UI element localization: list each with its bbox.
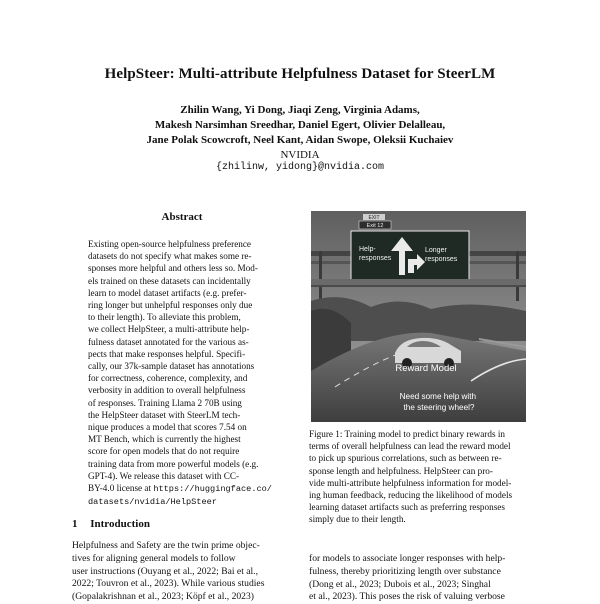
exit-tab-text: EXIT: [368, 215, 380, 221]
abstract-line: ring longer but unhelpful responses only due: [88, 300, 253, 311]
intro-line: Helpfulness and Safety are the twin prime objec-: [72, 540, 260, 551]
exit-number-text: Exit 12: [366, 223, 384, 229]
abstract-line: GPT-4). We release this dataset with CC-: [88, 470, 240, 481]
author-line: Makesh Narsimhan Sreedhar, Daniel Egert, Olivier Delalleau,: [154, 119, 446, 131]
intro-line: (Gopalakrishnan et al., 2023; Köpf et al., 2023): [72, 591, 254, 603]
figure-caption: [309, 428, 531, 526]
abstract-line: sponses more helpful and others less so. Mod-: [88, 263, 258, 274]
abstract-line: pects that make responses helpful. Specifi-: [88, 348, 246, 359]
paper-title: HelpSteer: Multi-attribute Helpfulness Dataset for SteerLM: [104, 66, 496, 82]
dataset-link[interactable]: datasets/nvidia/HelpSteer: [88, 497, 217, 508]
abstract-line: nique produces a model that scores 7.54 on: [88, 422, 247, 433]
affiliation: NVIDIA: [280, 149, 320, 161]
abstract-line: to their length). To alleviate this problem,: [88, 312, 241, 323]
right-arrow-label: Longer responses: [425, 247, 458, 263]
abstract-body: [88, 238, 276, 508]
abstract-line: score for open models that do not require: [88, 446, 240, 457]
author-email[interactable]: {zhilinw, yidong}@nvidia.com: [215, 162, 385, 173]
abstract-line: fulness dataset annotated for the various as-: [88, 336, 249, 347]
caption-line: to pick up spurious correlations, such as between re-: [309, 453, 502, 464]
speech-bubble-text: Need some help with the steering wheel?: [399, 392, 477, 412]
abstract-heading: Abstract: [161, 211, 203, 223]
abstract-line: MT Bench, which is currently the highest: [88, 434, 241, 445]
intro-line: for models to associate longer responses with help-: [309, 553, 506, 564]
author-list: [0, 103, 600, 148]
intro-line: tives for aligning general models to follow: [72, 552, 236, 564]
caption-line: learning dataset artifacts such as preferring responses: [309, 502, 505, 513]
abstract-line: datasets do not specify what makes some re-: [88, 251, 252, 262]
abstract-line: for correctness, coherence, complexity, and: [88, 373, 248, 384]
abstract-line: we collect HelpSteer, a multi-attribute help-: [88, 324, 250, 335]
caption-line: Figure 1: Training model to predict binary rewards in: [309, 429, 505, 439]
author-line: Zhilin Wang, Yi Dong, Jiaqi Zeng, Virginia Adams,: [180, 104, 420, 116]
car-label: Reward Model: [395, 363, 457, 374]
abstract-line: training data from more powerful models (e.g.: [88, 458, 259, 469]
intro-line: user instructions (Ouyang et al., 2022; Bai et al.,: [72, 565, 258, 577]
gantry-post: [319, 251, 322, 301]
section-title: Introduction: [90, 518, 150, 530]
intro-text-left: [72, 540, 294, 604]
intro-line: fulness, thereby prioritizing length over substance: [309, 565, 501, 577]
intro-line: (Dong et al., 2023; Dubois et al., 2023; Singhal: [309, 578, 491, 590]
abstract-line: els trained on these datasets can incidentally: [88, 275, 251, 286]
dataset-link[interactable]: https://huggingface.co/: [153, 484, 272, 495]
abstract-line: cally, our 37k-sample dataset has annotations: [88, 361, 255, 372]
left-arrow-label: Help- responses: [359, 246, 392, 262]
caption-line: simply due to their length.: [309, 514, 406, 525]
gantry-post: [516, 251, 519, 301]
caption-line: vide multi-attribute helpfulness information for model-: [309, 477, 512, 488]
abstract-line: Existing open-source helpfulness preference: [88, 239, 252, 249]
intro-text-right: [309, 553, 531, 604]
abstract-line: the HelpSteer dataset with SteerLM tech-: [88, 409, 241, 420]
abstract-line: verbosity in addition to overall helpfulness: [88, 385, 246, 396]
abstract-line[interactable]: BY-4.0 license at https://huggingface.co/: [88, 483, 272, 495]
section-number: 1: [72, 518, 78, 530]
abstract-line: learn to model dataset artifacts (e.g. prefer-: [88, 287, 247, 298]
overpass: [311, 279, 526, 285]
abstract-line: of responses. Training Llama 2 70B using: [88, 397, 242, 408]
overpass-edge: [311, 285, 526, 287]
caption-line: terms of overall helpfulness can lead the reward model: [309, 441, 511, 452]
intro-line: 2022; Touvron et al., 2023). While various studies: [72, 578, 265, 590]
abstract-line[interactable]: [88, 495, 276, 508]
author-line: Jane Polak Scowcroft, Neel Kant, Aidan Swope, Oleksii Kuchaiev: [146, 134, 454, 146]
intro-line: et al., 2023). This poses the risk of valuing verbose: [309, 591, 505, 603]
section-heading: [72, 518, 150, 530]
figure-1-image: [311, 211, 526, 422]
caption-line: ing human feedback, reducing the likelihood of models: [309, 490, 513, 501]
caption-line: sponse length and helpfulness. HelpSteer can pro-: [309, 465, 493, 476]
